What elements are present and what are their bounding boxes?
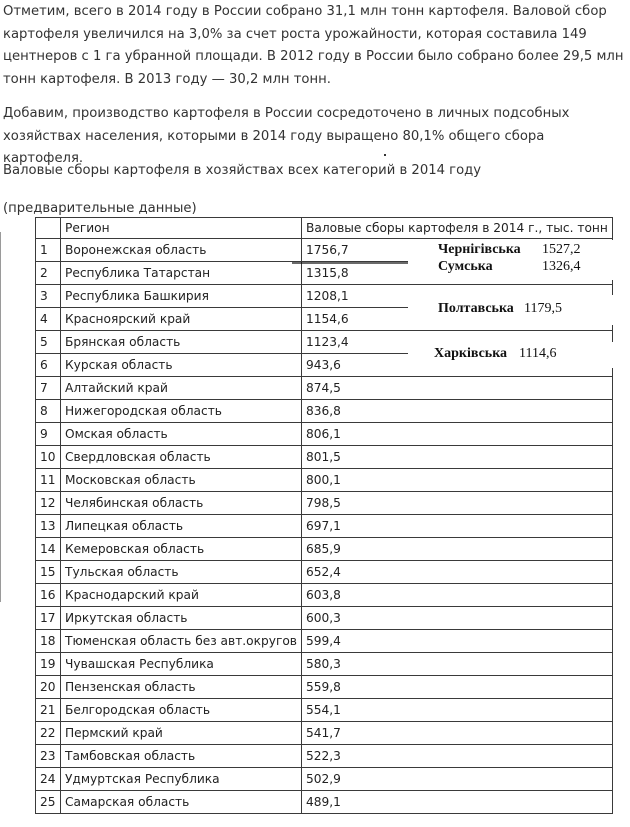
row-number: 3 [36,285,61,308]
row-region: Чувашская Республика [61,653,302,676]
row-region: Республика Татарстан [61,262,302,285]
row-value: 489,1 [302,791,613,814]
table-caption-note: (предварительные данные) [3,201,197,216]
row-value: 652,4 [302,561,613,584]
row-region: Красноярский край [61,308,302,331]
table-caption: Валовые сборы картофеля в хозяйствах всех категорий в 2014 году [3,163,482,178]
row-number: 19 [36,653,61,676]
row-region: Челябинская область [61,492,302,515]
row-value: 697,1 [302,515,613,538]
row-number: 16 [36,584,61,607]
row-region: Омская область [61,423,302,446]
row-number: 13 [36,515,61,538]
row-region: Тюменская область без авт.округов [61,630,302,653]
row-value: 603,8 [302,584,613,607]
annotation-poltava [408,295,630,325]
row-value: 599,4 [302,630,613,653]
row-region: Краснодарский край [61,584,302,607]
row-number: 17 [36,607,61,630]
row-value: 800,1 [302,469,613,492]
row-value: 541,7 [302,722,613,745]
header-value: Валовые сборы картофеля в 2014 г., тыс. тонн [302,218,613,239]
row-number: 6 [36,354,61,377]
annotation-kharkiv [408,342,630,368]
row-region: Липецкая область [61,515,302,538]
row-value: 1154,6 [302,308,613,331]
row-number: 21 [36,699,61,722]
row-value: 801,5 [302,446,613,469]
row-number: 15 [36,561,61,584]
row-number: 25 [36,791,61,814]
row-region: Удмуртская Республика [61,768,302,791]
row-region: Курская область [61,354,302,377]
row-number: 11 [36,469,61,492]
annotation-chernihiv-label: Чернігівська [438,242,521,257]
annotation-chernihiv-value: 1527,2 [542,242,581,257]
row-value: 685,9 [302,538,613,561]
annotation-chernihiv-sumy [408,240,630,280]
row-region: Тульская область [61,561,302,584]
row-number: 12 [36,492,61,515]
row-region: Свердловская область [61,446,302,469]
annotation-kharkiv-value: 1114,6 [519,346,557,361]
row-value: 1315,8 [302,262,613,285]
row-region: Воронежская область [61,239,302,262]
row-region: Московская область [61,469,302,492]
row-value: 600,3 [302,607,613,630]
row-value: 580,3 [302,653,613,676]
row-number: 9 [36,423,61,446]
row-number: 8 [36,400,61,423]
row-value: 502,9 [302,768,613,791]
row-number: 18 [36,630,61,653]
row-region: Пермский край [61,722,302,745]
row-number: 2 [36,262,61,285]
annotation-poltava-value: 1179,5 [524,301,562,316]
row-value: 522,3 [302,745,613,768]
annotation-sumy-value: 1326,4 [542,259,581,274]
row-region: Брянская область [61,331,302,354]
row-value: 874,5 [302,377,613,400]
row-number: 24 [36,768,61,791]
row-region: Республика Башкирия [61,285,302,308]
row-region: Алтайский край [61,377,302,400]
row-value: 806,1 [302,423,613,446]
paragraph-household-share: Добавим, производство картофеля в России сосредоточено в личных подсобных хозяйствах населения, которыми в 2014 году выращено 80,1% общего сбора картофеля. [3,106,570,166]
row-region: Кемеровская область [61,538,302,561]
annotation-poltava-label: Полтавська [438,301,514,316]
row-number: 20 [36,676,61,699]
paragraph-harvest-summary: Отметим, всего в 2014 году в России собрано 31,1 млн тонн картофеля. Валовой сбор картофеля увеличился на 3,0% за счет роста урожайности, которая составила 149 центнеров с 1 га убранной площади. В 2012 году в России было собрано более 29,5 млн тонн картофеля. В 2013 году — 30,2 млн тонн. [3,4,624,87]
row-region: Белгородская область [61,699,302,722]
row-number: 4 [36,308,61,331]
row-number: 23 [36,745,61,768]
row-value: 554,1 [302,699,613,722]
header-region: Регион [61,218,302,239]
annotation-kharkiv-label: Харківська [434,346,508,361]
row-number: 10 [36,446,61,469]
row-number: 22 [36,722,61,745]
row-region: Самарская область [61,791,302,814]
row-value: 1208,1 [302,285,613,308]
row-number: 7 [36,377,61,400]
row-value: 798,5 [302,492,613,515]
row-number: 5 [36,331,61,354]
row-region: Тамбовская область [61,745,302,768]
row-region: Пензенская область [61,676,302,699]
row-number: 14 [36,538,61,561]
row-value: 559,8 [302,676,613,699]
row-number: 1 [36,239,61,262]
row-value: 1123,4 [302,331,613,354]
row-value: 943,6 [302,354,613,377]
annotation-sumy-label: Сумська [438,259,493,274]
row-region: Нижегородская область [61,400,302,423]
row-value: 836,8 [302,400,613,423]
row-region: Иркутская область [61,607,302,630]
row-value: 1756,7 [302,239,613,262]
